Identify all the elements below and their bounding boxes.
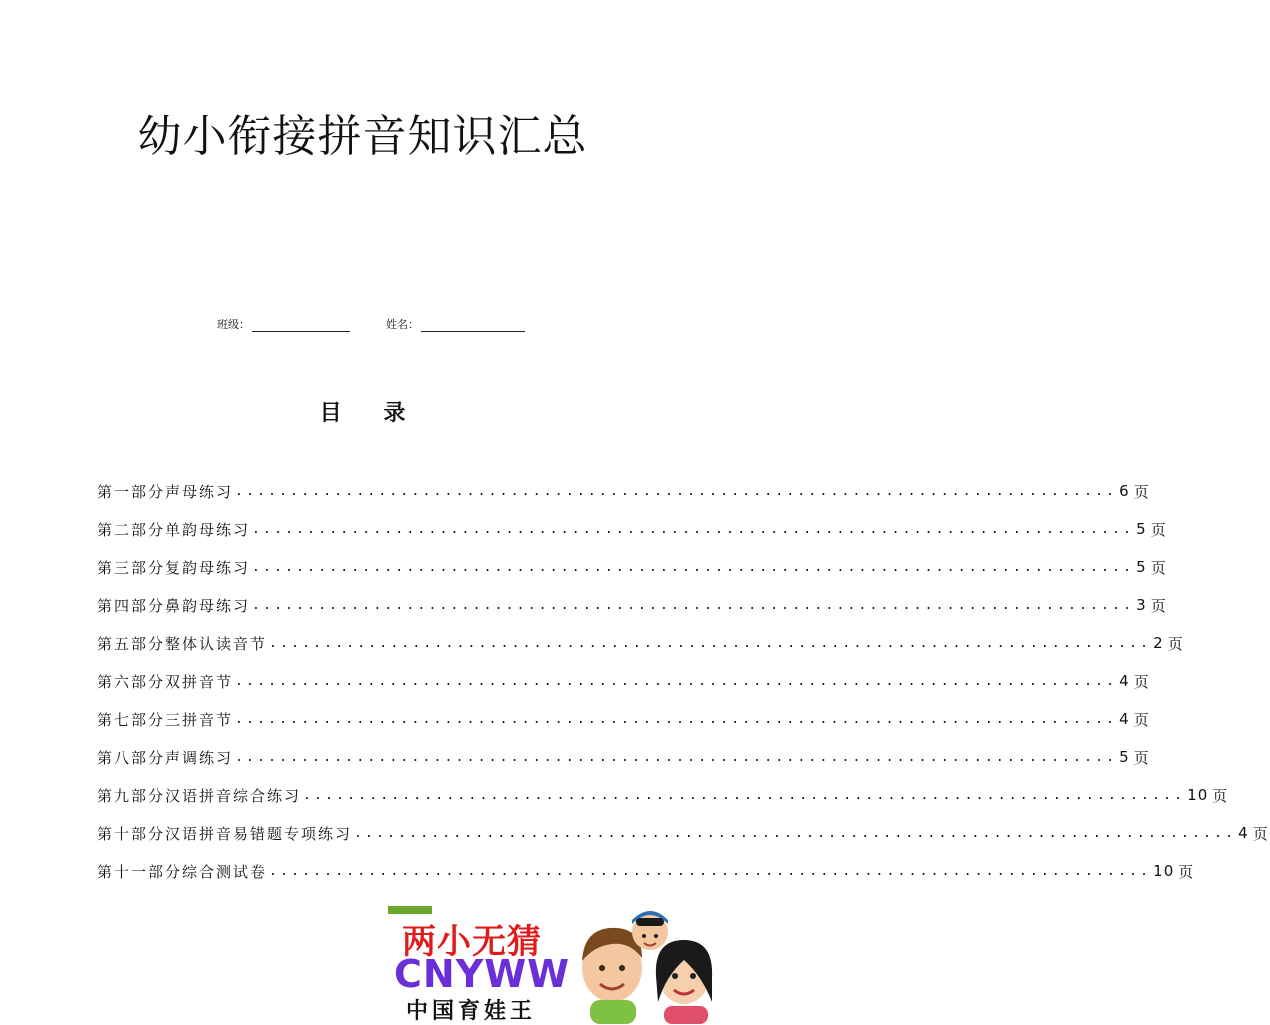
toc-page-unit: 页 bbox=[1150, 520, 1168, 539]
toc-part-label: 第七部分 bbox=[97, 710, 166, 729]
name-blank-line bbox=[421, 321, 525, 332]
toc-topic: 双拼音节 bbox=[165, 672, 234, 691]
toc-page-unit: 页 bbox=[1167, 634, 1185, 653]
toc-part-label: 第十部分 bbox=[97, 824, 166, 843]
kids-illustration bbox=[572, 906, 725, 1024]
toc-page-number: 4 bbox=[1238, 824, 1249, 842]
toc-entry bbox=[97, 472, 1151, 510]
class-label: 班级： bbox=[217, 318, 250, 331]
toc-entry bbox=[97, 586, 1168, 624]
toc-page-number: 5 bbox=[1136, 558, 1147, 576]
toc-page-number: 10 bbox=[1187, 786, 1209, 804]
toc-entry bbox=[97, 700, 1151, 738]
toc-heading bbox=[0, 396, 725, 427]
toc-entry bbox=[97, 776, 1230, 814]
toc-page-number: 4 bbox=[1119, 672, 1130, 690]
toc-leader-dots: ................................................................................ bbox=[269, 635, 1152, 651]
toc-entry bbox=[97, 814, 1270, 852]
toc-page-unit: 页 bbox=[1252, 824, 1270, 843]
toc-topic: 复韵母练习 bbox=[165, 558, 251, 577]
toc-page-unit: 页 bbox=[1133, 672, 1151, 691]
toc-topic: 汉语拼音综合练习 bbox=[165, 786, 302, 805]
toc-part-label: 第四部分 bbox=[97, 596, 166, 615]
name-field bbox=[386, 316, 525, 332]
toc-leader-dots: ................................................................................ bbox=[303, 787, 1186, 803]
toc-page-unit: 页 bbox=[1133, 482, 1151, 501]
toc-topic: 声母练习 bbox=[165, 482, 234, 501]
toc-leader-dots: ................................................................................ bbox=[252, 597, 1135, 613]
toc-page-number: 5 bbox=[1119, 748, 1130, 766]
toc-topic: 整体认读音节 bbox=[165, 634, 268, 653]
toc-part-label: 第八部分 bbox=[97, 748, 166, 767]
toc-topic: 综合测试卷 bbox=[182, 862, 268, 881]
toc-topic: 单韵母练习 bbox=[165, 520, 251, 539]
toc-heading-right: 录 bbox=[383, 401, 406, 426]
toc-page-number: 6 bbox=[1119, 482, 1130, 500]
toc-topic: 三拼音节 bbox=[165, 710, 234, 729]
toc-leader-dots: ................................................................................ bbox=[235, 711, 1118, 727]
toc-leader-dots: ................................................................................ bbox=[235, 673, 1118, 689]
toc-page-number: 5 bbox=[1136, 520, 1147, 538]
toc-leader-dots: ................................................................................ bbox=[269, 863, 1152, 879]
student-info bbox=[217, 316, 525, 332]
toc-part-label: 第九部分 bbox=[97, 786, 166, 805]
toc-part-label: 第十一部分 bbox=[97, 862, 183, 881]
logo-line-1: 两小无猜 bbox=[402, 922, 542, 962]
toc-page-unit: 页 bbox=[1133, 748, 1151, 767]
toc-entry bbox=[97, 624, 1185, 662]
toc-page-number: 3 bbox=[1136, 596, 1147, 614]
toc-leader-dots: ................................................................................ bbox=[235, 749, 1118, 765]
class-field bbox=[217, 316, 350, 332]
toc-part-label: 第三部分 bbox=[97, 558, 166, 577]
logo-line-3: 中国育娃王 bbox=[406, 999, 537, 1024]
toc-heading-left: 目 bbox=[319, 401, 342, 426]
toc-page-number: 10 bbox=[1153, 862, 1175, 880]
logo-accent-bar bbox=[388, 906, 432, 914]
toc-page-unit: 页 bbox=[1178, 862, 1196, 881]
toc-entry bbox=[97, 662, 1151, 700]
toc-topic: 汉语拼音易错题专项练习 bbox=[165, 824, 353, 843]
toc-topic: 鼻韵母练习 bbox=[165, 596, 251, 615]
toc-entry bbox=[97, 852, 1196, 890]
toc-leader-dots: ................................................................................ bbox=[252, 559, 1135, 575]
toc-entry bbox=[97, 548, 1168, 586]
toc-entry bbox=[97, 738, 1151, 776]
toc-entry bbox=[97, 510, 1168, 548]
toc-part-label: 第五部分 bbox=[97, 634, 166, 653]
logo-line-2: CNYWW bbox=[394, 952, 571, 996]
toc-page-number: 4 bbox=[1119, 710, 1130, 728]
table-of-contents bbox=[97, 472, 1270, 890]
toc-part-label: 第二部分 bbox=[97, 520, 166, 539]
toc-page-unit: 页 bbox=[1212, 786, 1230, 805]
toc-page-unit: 页 bbox=[1150, 558, 1168, 577]
toc-page-number: 2 bbox=[1153, 634, 1164, 652]
toc-leader-dots: ................................................................................ bbox=[354, 825, 1237, 841]
toc-page-unit: 页 bbox=[1150, 596, 1168, 615]
class-blank-line bbox=[252, 321, 350, 332]
toc-leader-dots: ................................................................................ bbox=[252, 521, 1135, 537]
toc-part-label: 第六部分 bbox=[97, 672, 166, 691]
name-label: 姓名： bbox=[386, 318, 419, 331]
toc-page-unit: 页 bbox=[1133, 710, 1151, 729]
document-title: 幼小衔接拼音知识汇总 bbox=[137, 111, 588, 162]
toc-part-label: 第一部分 bbox=[97, 482, 166, 501]
toc-topic: 声调练习 bbox=[165, 748, 234, 767]
toc-leader-dots: ................................................................................ bbox=[235, 483, 1118, 499]
